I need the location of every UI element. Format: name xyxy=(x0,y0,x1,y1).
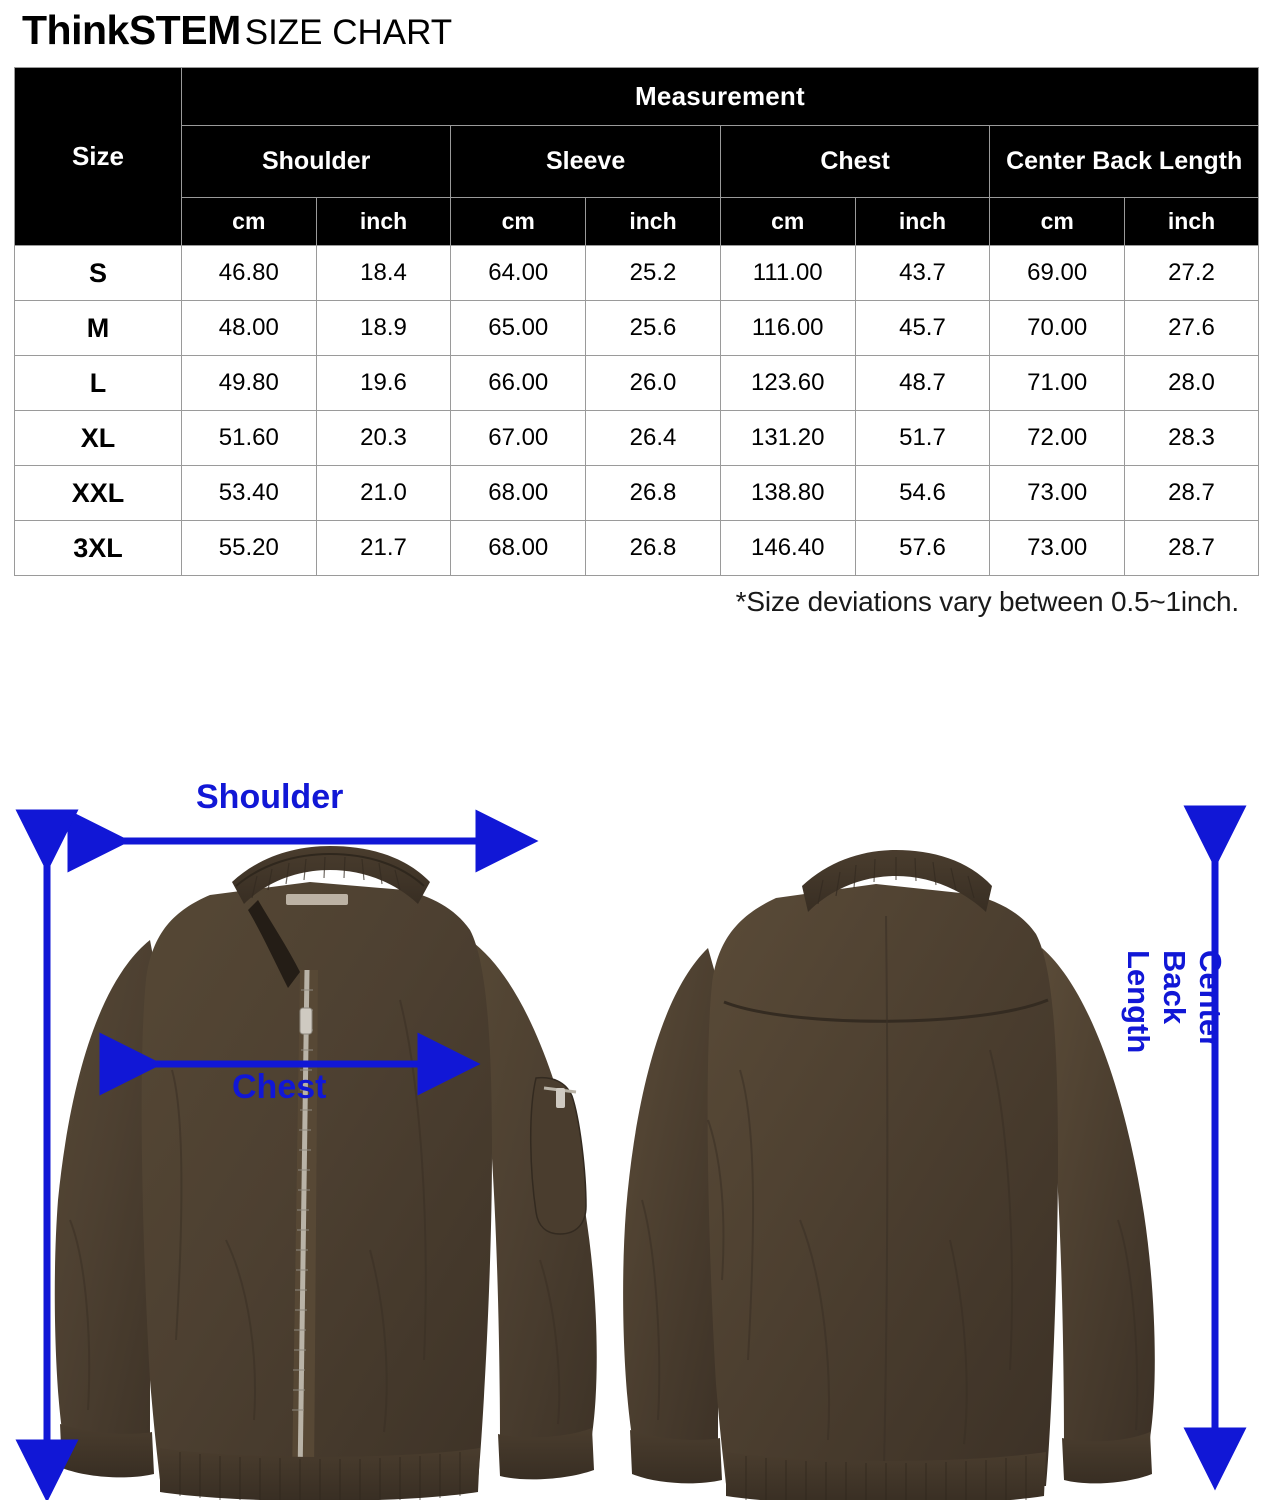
cell-sleeve-inch: 26.8 xyxy=(586,521,721,576)
cell-chest-inch: 45.7 xyxy=(855,301,990,356)
cell-shoulder-cm: 51.60 xyxy=(181,411,316,466)
cell-sleeve-inch: 26.8 xyxy=(586,466,721,521)
size-chart-table xyxy=(14,67,1259,576)
header-size: Size xyxy=(15,68,182,246)
cell-chest-inch: 57.6 xyxy=(855,521,990,576)
cell-shoulder-cm: 48.00 xyxy=(181,301,316,356)
header-unit-shoulder-cm: cm xyxy=(181,198,316,246)
cell-chest-cm: 116.00 xyxy=(720,301,855,356)
header-measurement: Measurement xyxy=(181,68,1258,126)
label-shoulder: Shoulder xyxy=(196,778,344,816)
cell-shoulder-inch: 18.4 xyxy=(316,246,451,301)
cell-sleeve-cm: 66.00 xyxy=(451,356,586,411)
page-header xyxy=(0,0,1277,57)
cell-cbl-inch: 28.3 xyxy=(1125,411,1259,466)
cell-sleeve-inch: 26.4 xyxy=(586,411,721,466)
page-title: SIZE CHART xyxy=(244,13,453,52)
table-row xyxy=(15,411,1259,466)
cell-sleeve-cm: 64.00 xyxy=(451,246,586,301)
cell-cbl-inch: 27.6 xyxy=(1125,301,1259,356)
table-row xyxy=(15,466,1259,521)
cell-chest-cm: 123.60 xyxy=(720,356,855,411)
header-group-center-back-length: Center Back Length xyxy=(990,126,1259,198)
header-unit-chest-cm: cm xyxy=(720,198,855,246)
header-unit-cbl-inch: inch xyxy=(1125,198,1259,246)
cell-shoulder-inch: 19.6 xyxy=(316,356,451,411)
cell-sleeve-inch: 26.0 xyxy=(586,356,721,411)
table-header-row-groups xyxy=(15,126,1259,198)
cell-chest-cm: 131.20 xyxy=(720,411,855,466)
header-group-chest: Chest xyxy=(720,126,989,198)
table-header-row-units xyxy=(15,198,1259,246)
header-unit-sleeve-cm: cm xyxy=(451,198,586,246)
label-chest: Chest xyxy=(232,1068,327,1106)
header-group-shoulder: Shoulder xyxy=(181,126,450,198)
cell-cbl-inch: 27.2 xyxy=(1125,246,1259,301)
cell-sleeve-cm: 68.00 xyxy=(451,521,586,576)
row-size: M xyxy=(15,301,182,356)
size-deviation-note: *Size deviations vary between 0.5~1inch. xyxy=(735,586,1239,617)
cell-chest-cm: 146.40 xyxy=(720,521,855,576)
table-row xyxy=(15,521,1259,576)
table-header-row-measurement xyxy=(15,68,1259,126)
jacket-illustration xyxy=(0,820,1277,1500)
cell-cbl-cm: 70.00 xyxy=(990,301,1125,356)
cell-shoulder-cm: 55.20 xyxy=(181,521,316,576)
cell-cbl-inch: 28.0 xyxy=(1125,356,1259,411)
table-row xyxy=(15,301,1259,356)
label-center-back-length: Center Back Length xyxy=(1121,950,1228,1054)
cell-cbl-cm: 69.00 xyxy=(990,246,1125,301)
cell-sleeve-cm: 65.00 xyxy=(451,301,586,356)
header-unit-sleeve-inch: inch xyxy=(586,198,721,246)
cell-shoulder-cm: 46.80 xyxy=(181,246,316,301)
cell-sleeve-inch: 25.2 xyxy=(586,246,721,301)
cell-shoulder-inch: 20.3 xyxy=(316,411,451,466)
cell-chest-inch: 51.7 xyxy=(855,411,990,466)
size-chart-table-wrap xyxy=(14,67,1263,618)
header-group-sleeve: Sleeve xyxy=(451,126,720,198)
cell-cbl-inch: 28.7 xyxy=(1125,466,1259,521)
cell-shoulder-cm: 49.80 xyxy=(181,356,316,411)
row-size: XXL xyxy=(15,466,182,521)
brand-name: ThinkSTEM xyxy=(22,7,241,53)
cell-chest-cm: 111.00 xyxy=(720,246,855,301)
cell-chest-cm: 138.80 xyxy=(720,466,855,521)
row-size: S xyxy=(15,246,182,301)
cell-chest-inch: 54.6 xyxy=(855,466,990,521)
row-size: XL xyxy=(15,411,182,466)
header-unit-shoulder-inch: inch xyxy=(316,198,451,246)
header-unit-cbl-cm: cm xyxy=(990,198,1125,246)
table-row xyxy=(15,356,1259,411)
cell-cbl-cm: 71.00 xyxy=(990,356,1125,411)
cell-cbl-cm: 73.00 xyxy=(990,521,1125,576)
row-size: L xyxy=(15,356,182,411)
row-size: 3XL xyxy=(15,521,182,576)
cell-shoulder-inch: 21.0 xyxy=(316,466,451,521)
cell-cbl-inch: 28.7 xyxy=(1125,521,1259,576)
cell-cbl-cm: 72.00 xyxy=(990,411,1125,466)
cell-chest-inch: 43.7 xyxy=(855,246,990,301)
jacket-illustration-svg xyxy=(0,820,1277,1500)
cell-shoulder-cm: 53.40 xyxy=(181,466,316,521)
cell-shoulder-inch: 21.7 xyxy=(316,521,451,576)
jacket-front-view xyxy=(55,846,597,1500)
cell-sleeve-cm: 68.00 xyxy=(451,466,586,521)
header-unit-chest-inch: inch xyxy=(855,198,990,246)
cell-shoulder-inch: 18.9 xyxy=(316,301,451,356)
table-row xyxy=(15,246,1259,301)
cell-sleeve-inch: 25.6 xyxy=(586,301,721,356)
cell-chest-inch: 48.7 xyxy=(855,356,990,411)
cell-sleeve-cm: 67.00 xyxy=(451,411,586,466)
cell-cbl-cm: 73.00 xyxy=(990,466,1125,521)
jacket-back-view xyxy=(623,850,1155,1500)
